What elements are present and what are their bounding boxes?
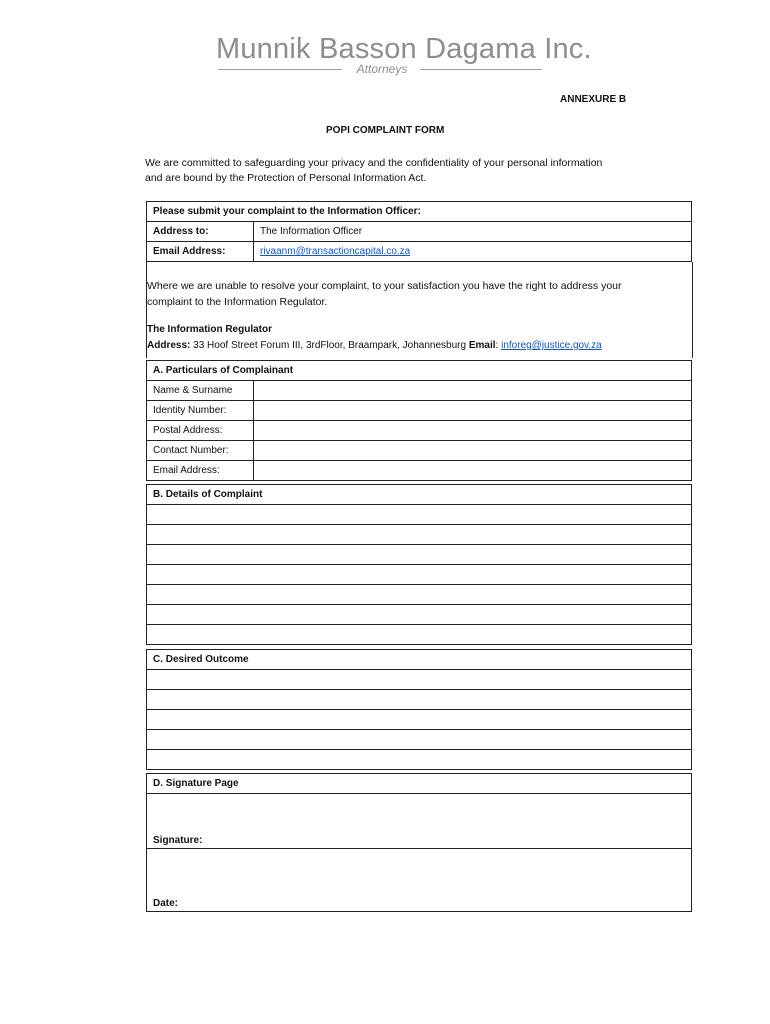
field-name-label: Name & Surname: [147, 381, 254, 401]
email-label: Email Address:: [147, 242, 254, 262]
field-contact-input[interactable]: [254, 441, 692, 461]
regulator-line-2: complaint to the Information Regulator.: [147, 296, 328, 308]
officer-table: [146, 201, 692, 262]
section-b-heading: B. Details of Complaint: [147, 485, 692, 505]
logo-subtitle: Attorneys: [356, 62, 408, 76]
date-field[interactable]: [147, 849, 692, 912]
field-id-input[interactable]: [254, 401, 692, 421]
date-label: Date:: [153, 898, 179, 909]
field-email-input[interactable]: [254, 461, 692, 481]
complaint-line[interactable]: [147, 585, 692, 605]
regulator-email-label: Email: [468, 340, 496, 351]
regulator-email-link[interactable]: inforeg@justice.gov.za: [501, 340, 602, 351]
officer-email-link[interactable]: rivaanm@transactioncapital.co.za: [260, 246, 411, 257]
regulator-address-line: Address: 33 Hoof Street Forum III, 3rdFloor, Braampark, Johannesburg Email: inforeg@justice.gov.za: [147, 340, 602, 351]
outcome-table: [146, 649, 692, 770]
section-d-heading: D. Signature Page: [147, 774, 692, 794]
intro-line-2: and are bound by the Protection of Personal Information Act.: [145, 172, 427, 184]
regulator-title: The Information Regulator: [147, 324, 272, 335]
field-email-label: Email Address:: [147, 461, 254, 481]
signature-table: [146, 773, 692, 912]
address-value: The Information Officer: [254, 222, 692, 242]
complaint-line[interactable]: [147, 505, 692, 525]
regulator-address-label: Address:: [147, 340, 191, 351]
complaint-table: [146, 484, 692, 645]
form-title: POPI COMPLAINT FORM: [326, 125, 445, 136]
outcome-line[interactable]: [147, 690, 692, 710]
field-postal-input[interactable]: [254, 421, 692, 441]
outcome-line[interactable]: [147, 710, 692, 730]
complaint-line[interactable]: [147, 605, 692, 625]
outcome-line[interactable]: [147, 730, 692, 750]
field-contact-label: Contact Number:: [147, 441, 254, 461]
complaint-line[interactable]: [147, 565, 692, 585]
intro-line-1: We are committed to safeguarding your privacy and the confidentiality of your personal information: [145, 157, 603, 169]
annexure-label: ANNEXURE B: [560, 94, 627, 105]
regulator-details: [147, 322, 602, 354]
regulator-intro: [147, 278, 622, 310]
regulator-line-1: Where we are unable to resolve your complaint, to your satisfaction you have the right to address your: [147, 280, 622, 292]
section-a-heading: A. Particulars of Complainant: [147, 361, 692, 381]
address-label: Address to:: [147, 222, 254, 242]
logo-rule-right: [420, 69, 542, 70]
regulator-address-value: 33 Hoof Street Forum III, 3rdFloor, Braampark, Johannesburg: [193, 340, 467, 351]
signature-label: Signature:: [153, 835, 203, 846]
particulars-table: [146, 360, 692, 481]
signature-field[interactable]: [147, 794, 692, 849]
outcome-line[interactable]: [147, 670, 692, 690]
section-c-heading: C. Desired Outcome: [147, 650, 692, 670]
regulator-box: [146, 262, 693, 358]
logo-rule-left: [218, 69, 342, 70]
field-postal-label: Postal Address:: [147, 421, 254, 441]
field-name-input[interactable]: [254, 381, 692, 401]
company-logo: [216, 33, 592, 78]
complaint-line[interactable]: [147, 525, 692, 545]
intro-text: [145, 156, 665, 186]
field-id-label: Identity Number:: [147, 401, 254, 421]
outcome-line[interactable]: [147, 750, 692, 770]
complaint-line[interactable]: [147, 545, 692, 565]
officer-heading: Please submit your complaint to the Information Officer:: [147, 202, 692, 222]
complaint-line[interactable]: [147, 625, 692, 645]
logo-name: Munnik Basson Dagama Inc.: [216, 33, 592, 65]
